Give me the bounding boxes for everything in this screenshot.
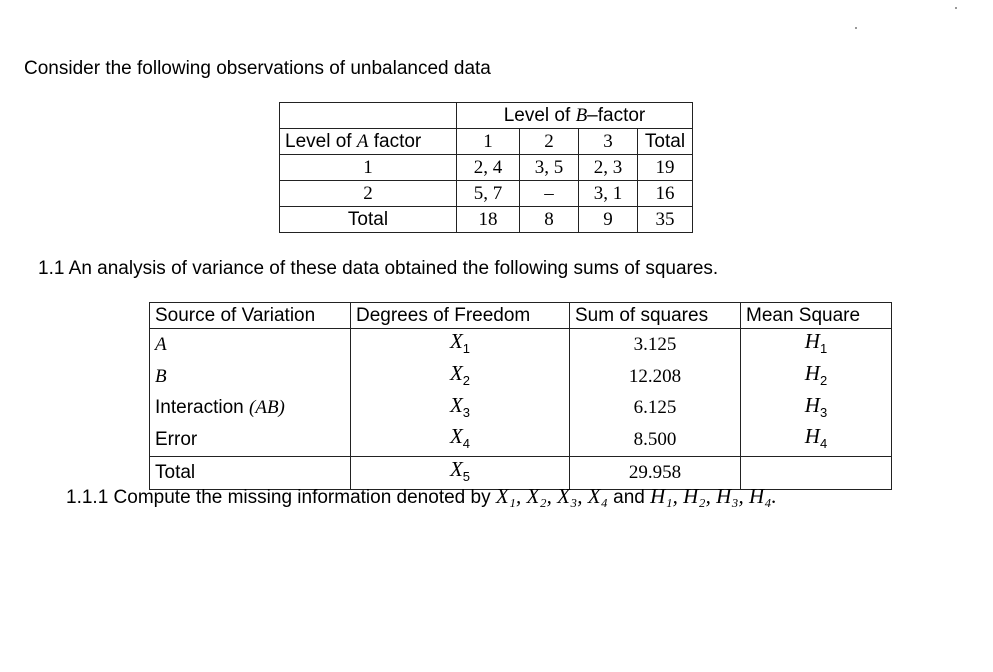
cell: 16 bbox=[638, 181, 693, 207]
total-label: Total bbox=[280, 207, 457, 233]
df-var: X bbox=[449, 360, 463, 385]
ms-var: H bbox=[804, 424, 820, 449]
anova-row bbox=[150, 329, 892, 361]
source-text: Interaction bbox=[155, 397, 244, 419]
ss-cell: 6.125 bbox=[570, 393, 741, 425]
df-sub: 3 bbox=[462, 404, 471, 420]
a-factor-var: A bbox=[356, 130, 369, 152]
ss-cell: 29.958 bbox=[570, 457, 741, 490]
source-cell: Total bbox=[150, 457, 351, 490]
cell: 3, 5 bbox=[520, 155, 579, 181]
anova-header: Degrees of Freedom bbox=[351, 303, 570, 329]
stray-mark bbox=[955, 7, 957, 9]
q111-h-vars: H₁, H₂, H₃, H₄. bbox=[650, 484, 777, 508]
df-var: X bbox=[449, 424, 463, 449]
row-level: 1 bbox=[280, 155, 457, 181]
cell: 3, 1 bbox=[579, 181, 638, 207]
question-1-1-1 bbox=[66, 484, 777, 509]
table1-row bbox=[280, 155, 693, 181]
ms-var: H bbox=[804, 392, 820, 417]
df-var: X bbox=[449, 457, 463, 482]
stray-mark bbox=[855, 27, 857, 29]
question-1-1: 1.1 An analysis of variance of these data obtained the following sums of squares. bbox=[38, 258, 719, 279]
table1-total-row bbox=[280, 207, 693, 233]
ms-sub: 4 bbox=[819, 436, 828, 452]
a-factor-suffix: factor bbox=[373, 130, 422, 152]
df-var: X bbox=[449, 392, 463, 417]
cell: 2, 4 bbox=[457, 155, 520, 181]
total-cell: 9 bbox=[579, 207, 638, 233]
b-factor-suffix: –factor bbox=[587, 104, 646, 126]
q111-prefix: 1.1.1 Compute the missing information denoted by bbox=[66, 487, 491, 508]
cell: 5, 7 bbox=[457, 181, 520, 207]
cell: – bbox=[520, 181, 579, 207]
anova-header: Mean Square bbox=[741, 303, 892, 329]
anova-table bbox=[149, 302, 892, 490]
cell: 19 bbox=[638, 155, 693, 181]
ss-cell: 3.125 bbox=[570, 329, 741, 361]
df-var: X bbox=[449, 329, 463, 353]
col-header: 3 bbox=[579, 129, 638, 155]
total-cell: 18 bbox=[457, 207, 520, 233]
ms-sub: 2 bbox=[819, 372, 828, 388]
table1-row bbox=[280, 181, 693, 207]
df-sub: 1 bbox=[462, 340, 471, 356]
source-cell: Error bbox=[150, 424, 351, 456]
a-factor-header bbox=[280, 129, 457, 155]
b-factor-var: B bbox=[575, 104, 588, 126]
anova-header: Sum of squares bbox=[570, 303, 741, 329]
df-sub: 5 bbox=[462, 468, 471, 484]
ms-sub: 3 bbox=[819, 404, 828, 420]
col-header: 1 bbox=[457, 129, 520, 155]
anova-row bbox=[150, 424, 892, 456]
anova-header: Source of Variation bbox=[150, 303, 351, 329]
q111-conj: and bbox=[613, 487, 645, 508]
total-cell: 35 bbox=[638, 207, 693, 233]
table1-header-row bbox=[280, 103, 693, 129]
source-var: (AB) bbox=[249, 397, 285, 419]
observations-table bbox=[279, 102, 693, 233]
anova-header-row bbox=[150, 303, 892, 329]
total-cell: 8 bbox=[520, 207, 579, 233]
ms-var: H bbox=[804, 360, 820, 385]
q111-x-vars: X₁, X₂, X₃, X₄ bbox=[495, 484, 608, 508]
b-factor-label: Level of bbox=[503, 104, 571, 126]
ms-var: H bbox=[804, 329, 820, 353]
row-level: 2 bbox=[280, 181, 457, 207]
anova-row bbox=[150, 361, 892, 393]
df-sub: 2 bbox=[462, 372, 471, 388]
b-factor-header bbox=[457, 103, 693, 129]
source-cell: A bbox=[150, 329, 351, 361]
ms-sub: 1 bbox=[819, 340, 828, 356]
cell: 2, 3 bbox=[579, 155, 638, 181]
df-sub: 4 bbox=[462, 436, 471, 452]
ss-cell: 8.500 bbox=[570, 424, 741, 456]
source-cell: B bbox=[150, 361, 351, 393]
col-header-total: Total bbox=[638, 129, 693, 155]
table1-column-row bbox=[280, 129, 693, 155]
a-factor-label: Level of bbox=[285, 130, 352, 152]
anova-row bbox=[150, 393, 892, 425]
intro-text: Consider the following observations of unbalanced data bbox=[24, 58, 491, 79]
col-header: 2 bbox=[520, 129, 579, 155]
source-cell bbox=[150, 393, 351, 425]
ss-cell: 12.208 bbox=[570, 361, 741, 393]
